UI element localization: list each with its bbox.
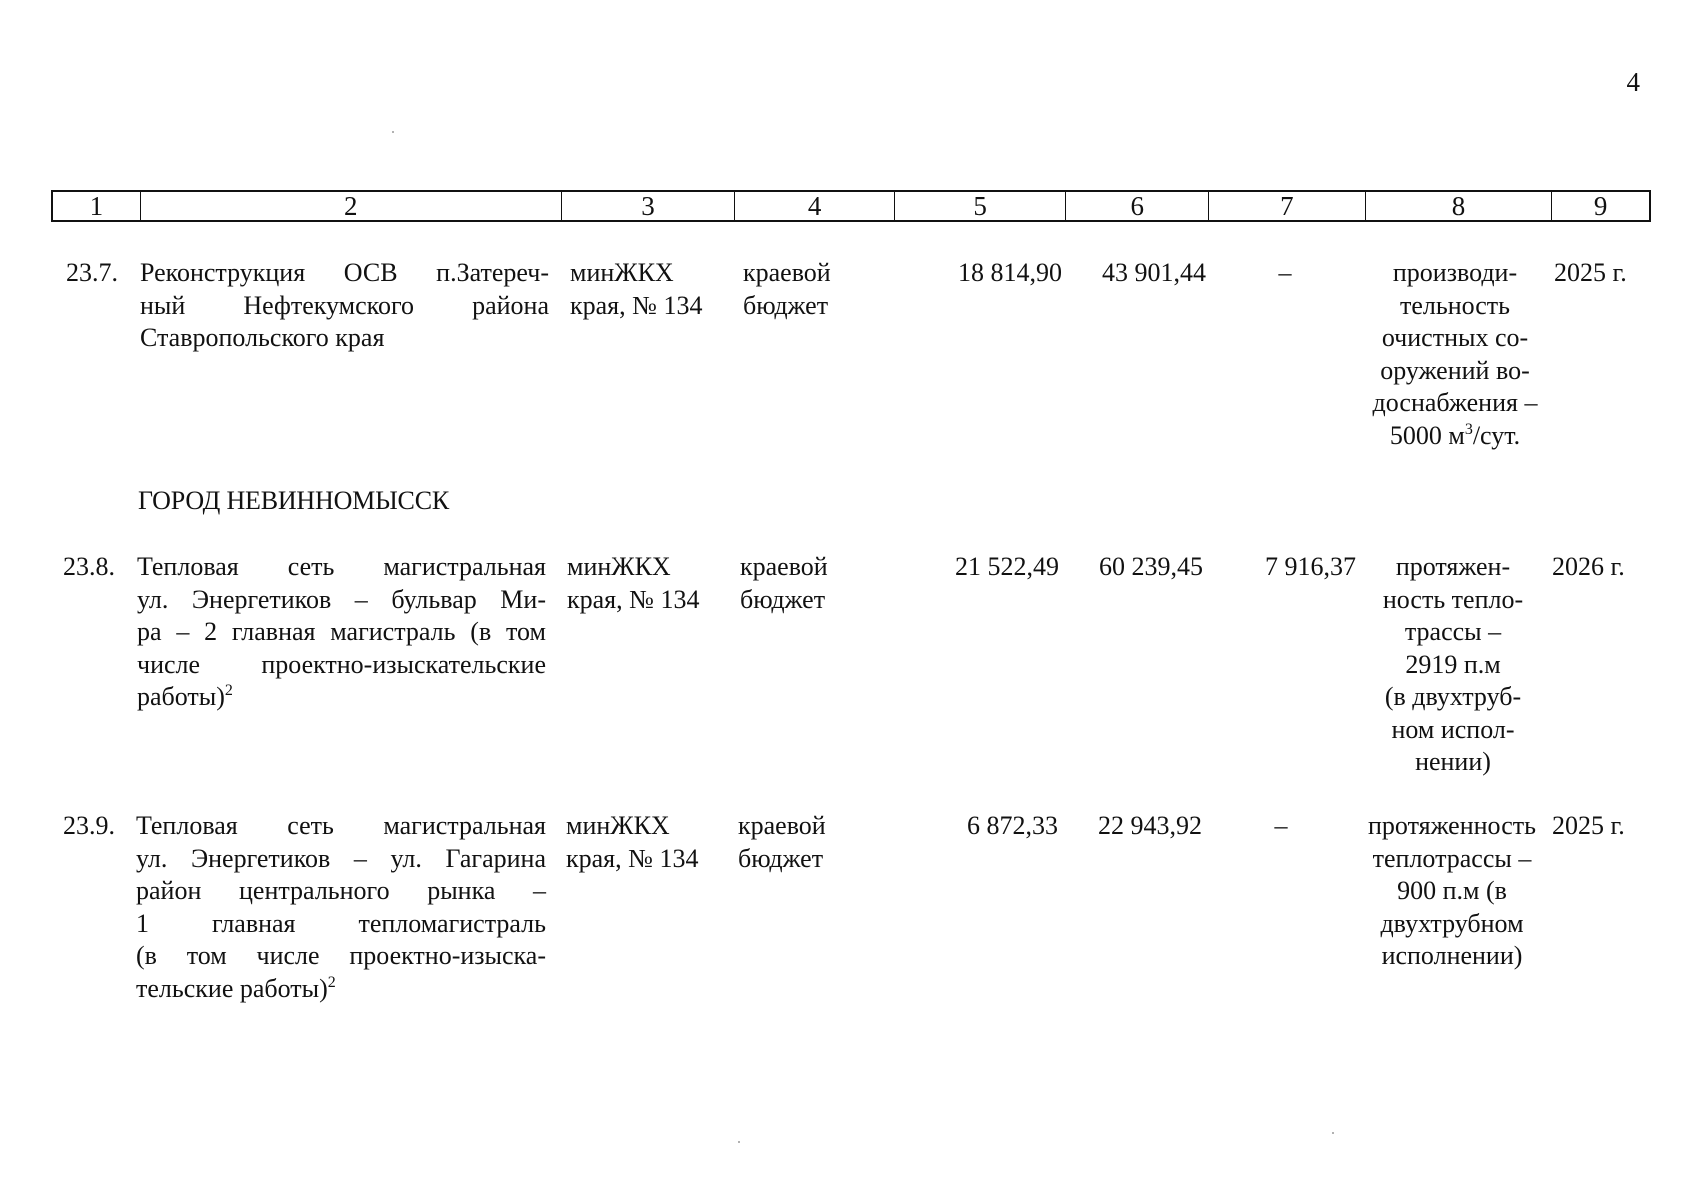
name-line: ный Нефтекумского района — [140, 290, 549, 320]
name-last: работы) — [137, 682, 225, 711]
name-line: ул. Энергетиков – бульвар Ми- — [137, 584, 546, 614]
name-line: Реконструкция ОСВ п.Затереч- — [140, 258, 549, 287]
result-indicator — [1353, 551, 1553, 779]
source-line: бюджет — [738, 843, 824, 873]
result-line: доснабжения – — [1372, 388, 1538, 417]
result-line: очистных со- — [1381, 323, 1529, 352]
row-number: 23.9. — [63, 811, 115, 840]
result-line: трассы – — [1404, 617, 1502, 646]
name-line: числе проектно-изыскательские — [137, 649, 546, 679]
name-line: Тепловая сеть магистральная — [137, 552, 546, 581]
name-last: тельские работы) — [136, 973, 328, 1003]
amount-col-5: 6 872,33 — [967, 811, 1058, 840]
scan-speck — [738, 1141, 740, 1143]
result-line: протяженность — [1368, 811, 1536, 840]
row-number: 23.7. — [66, 258, 118, 287]
name-line: (в том числе проектно-изыска- — [136, 941, 546, 970]
header-col-4: 4 — [735, 192, 895, 220]
result-line: тельность — [1399, 290, 1511, 320]
amount-col-6: 60 239,45 — [1099, 552, 1203, 581]
executor — [566, 810, 726, 875]
superscript: 3 — [1464, 420, 1473, 438]
executor-line: минЖКХ — [567, 552, 671, 581]
executor-line: минЖКХ — [570, 258, 674, 287]
row-number: 23.8. — [63, 552, 115, 581]
amount-col-5: 21 522,49 — [955, 552, 1059, 581]
result-line: нении) — [1415, 747, 1491, 776]
name-line — [137, 681, 546, 714]
amount-col-6: 43 901,44 — [1102, 258, 1206, 287]
completion-year: 2026 г. — [1552, 552, 1625, 581]
result-line: (в двухтруб- — [1384, 682, 1522, 711]
source-line: краевой — [743, 258, 831, 287]
result-line: исполнении) — [1381, 941, 1523, 970]
source-line: краевой — [738, 811, 826, 840]
name-line: район центрального рынка – — [136, 876, 546, 905]
executor-line: края, № 134 — [570, 290, 703, 320]
result-indicator — [1352, 810, 1552, 973]
object-name — [136, 810, 546, 1005]
result-line: производи- — [1392, 258, 1518, 287]
table-header-row — [51, 190, 1651, 222]
source-line: краевой — [740, 552, 828, 581]
executor-line: минЖКХ — [566, 811, 670, 840]
amount-col-6: 22 943,92 — [1098, 811, 1202, 840]
header-col-5: 5 — [895, 192, 1067, 220]
amount-col-7: – — [1274, 811, 1288, 840]
name-line: Тепловая сеть магистральная — [136, 811, 546, 840]
object-name — [140, 257, 549, 355]
completion-year: 2025 г. — [1554, 258, 1627, 287]
name-line: Ставропольского края — [140, 323, 385, 352]
name-line: ул. Энергетиков – ул. Гагарина — [136, 843, 546, 873]
completion-year: 2025 г. — [1552, 811, 1625, 840]
result-unit: /сут. — [1472, 420, 1521, 450]
page-number: 4 — [1626, 67, 1640, 97]
result-line: теплотрассы – — [1372, 843, 1532, 873]
funding-source — [743, 257, 873, 322]
scan-speck — [1332, 1132, 1334, 1134]
header-col-2: 2 — [141, 192, 562, 220]
result-line: протяжен- — [1395, 552, 1511, 581]
executor-line: края, № 134 — [567, 584, 700, 614]
name-line — [136, 973, 546, 1006]
object-name — [137, 551, 546, 714]
footnote-mark: 2 — [224, 682, 233, 699]
footnote-mark: 2 — [327, 973, 336, 991]
name-line: ра – 2 главная магистраль (в том — [137, 617, 546, 646]
header-col-9: 9 — [1593, 191, 1608, 221]
result-line: 900 п.м (в — [1397, 876, 1507, 905]
result-line: двухтрубном — [1380, 908, 1524, 938]
result-line — [1355, 420, 1555, 453]
executor-line: края, № 134 — [566, 843, 699, 873]
section-title: ГОРОД НЕВИННОМЫССК — [138, 486, 449, 515]
scan-speck — [392, 131, 394, 133]
result-value: 5000 м — [1389, 420, 1465, 450]
header-col-1: 1 — [53, 192, 141, 220]
source-line: бюджет — [740, 584, 826, 614]
header-col-7: 7 — [1209, 192, 1366, 220]
header-col-3: 3 — [562, 192, 736, 220]
amount-col-7: – — [1278, 258, 1292, 287]
executor — [570, 257, 730, 322]
result-line: ность тепло- — [1382, 584, 1524, 614]
executor — [567, 551, 727, 616]
amount-col-5: 18 814,90 — [958, 258, 1062, 287]
header-col-8: 8 — [1366, 192, 1553, 220]
result-indicator — [1355, 257, 1555, 452]
header-col-6: 6 — [1066, 192, 1209, 220]
name-line: 1 главная тепломагистраль — [136, 908, 546, 938]
funding-source — [738, 810, 868, 875]
source-line: бюджет — [743, 290, 829, 320]
funding-source — [740, 551, 870, 616]
amount-col-7: 7 916,37 — [1265, 552, 1356, 581]
result-line: оружений во- — [1380, 355, 1530, 385]
result-line: ном испол- — [1391, 714, 1515, 744]
result-line: 2919 п.м — [1405, 649, 1501, 679]
